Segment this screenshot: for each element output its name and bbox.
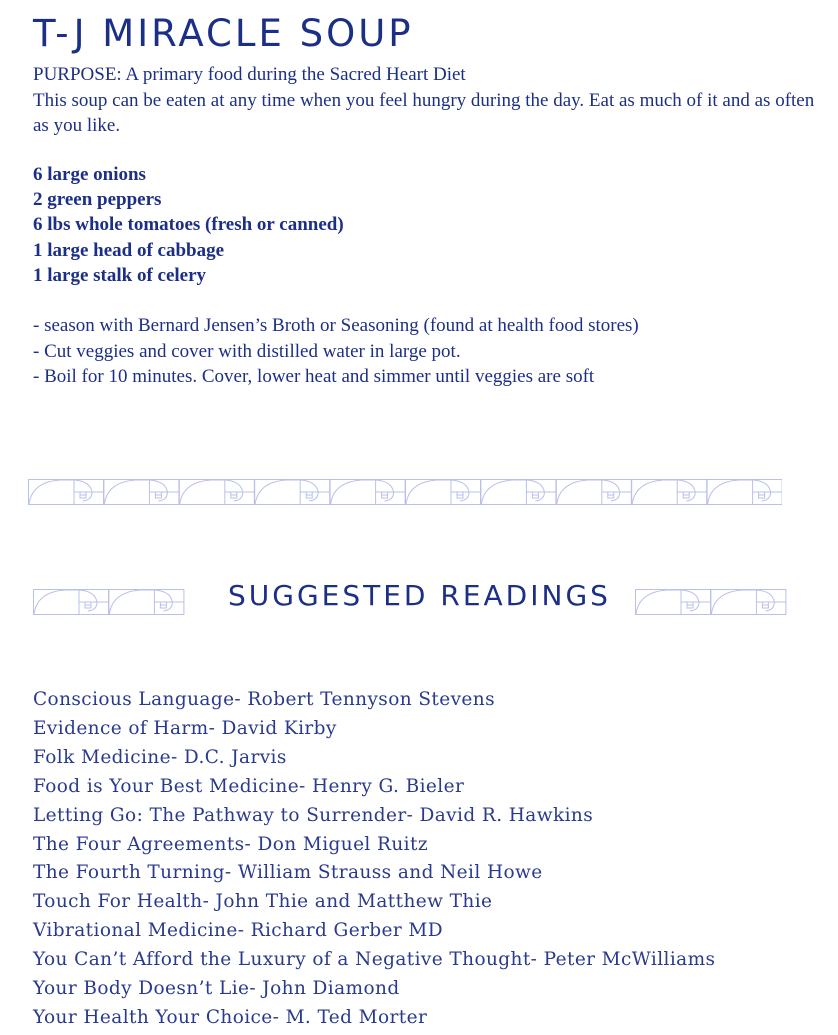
- recipe-title: T-J MIRACLE SOUP: [33, 12, 414, 55]
- ingredient-list: [33, 162, 344, 288]
- reading-item: The Fourth Turning- William Strauss and Neil Howe: [33, 862, 543, 884]
- ingredient-item: 1 large head of cabbage: [33, 239, 225, 261]
- instruction-item: - Cut veggies and cover with distilled water in large pot.: [33, 340, 461, 362]
- instruction-list: [33, 313, 639, 390]
- reading-item: You Can’t Afford the Luxury of a Negative Thought- Peter McWilliams: [33, 949, 716, 971]
- reading-item: Touch For Health- John Thie and Matthew Thie: [33, 891, 493, 913]
- golden-spiral-divider: [28, 478, 782, 506]
- reading-item: Folk Medicine- D.C. Jarvis: [33, 746, 287, 768]
- reading-item: Your Health Your Choice- M. Ted Morter: [33, 1006, 428, 1028]
- reading-item: The Four Agreements- Don Miguel Ruitz: [33, 833, 428, 855]
- instruction-item: - Boil for 10 minutes. Cover, lower heat and simmer until veggies are soft: [33, 366, 595, 387]
- section-heading: SUGGESTED READINGS: [228, 579, 611, 612]
- recipe-description: This soup can be eaten at any time when you feel hungry during the day. Eat as much of it and as often as you like.: [33, 89, 815, 136]
- recipe-intro: [33, 62, 823, 139]
- reading-item: Letting Go: The Pathway to Surrender- David R. Hawkins: [33, 804, 594, 826]
- ingredient-item: 2 green peppers: [33, 189, 162, 211]
- instruction-item: - season with Bernard Jensen’s Broth or Seasoning (found at health food stores): [33, 315, 639, 336]
- golden-spiral-divider-right: [635, 588, 787, 616]
- golden-spiral-ornament-icon: [635, 588, 787, 616]
- ingredient-item: 1 large stalk of celery: [33, 264, 207, 286]
- reading-item: Evidence of Harm- David Kirby: [33, 717, 337, 739]
- ingredient-item: 6 large onions: [33, 164, 146, 185]
- recipe-purpose: PURPOSE: A primary food during the Sacred Heart Diet: [33, 64, 466, 85]
- ingredient-item: 6 lbs whole tomatoes (fresh or canned): [33, 214, 344, 236]
- reading-item: Your Body Doesn’t Lie- John Diamond: [33, 978, 400, 1000]
- golden-spiral-ornament-icon: [33, 588, 185, 616]
- golden-spiral-divider-left: [33, 588, 185, 616]
- reading-item: Food is Your Best Medicine- Henry G. Bieler: [33, 775, 465, 797]
- reading-item: Vibrational Medicine- Richard Gerber MD: [33, 920, 443, 942]
- reading-item: Conscious Language- Robert Tennyson Stevens: [33, 689, 495, 710]
- reading-list: [33, 686, 715, 1033]
- golden-spiral-ornament-icon: [28, 478, 782, 506]
